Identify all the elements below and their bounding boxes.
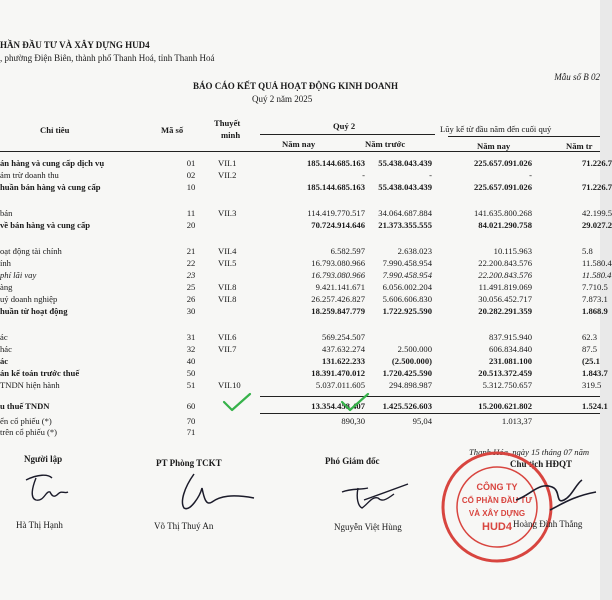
col-header-last-year: Năm trước [365,139,406,149]
row-ytd-this-year: 10.115.963 [493,246,532,256]
row-ytd-last-year: 62.3 [582,332,598,342]
row-label: hác [0,344,12,354]
row-last-year: 2.638.023 [397,246,432,256]
row-code: 10 [186,182,196,192]
row-this-year: 6.582.597 [330,246,365,256]
seal-text-3: VÀ XÂY DỰNG [468,509,526,518]
col-header-ytd-this-year: Năm nay [477,141,511,151]
row-this-year: 16.793.080.966 [311,258,365,268]
row-code: 71 [186,427,196,437]
row-code: 21 [186,246,196,256]
finance-name: Võ Thị Thuý An [154,521,214,531]
report-period: Quý 2 năm 2025 [252,94,313,104]
row-last-year: 34.064.687.884 [378,208,432,218]
green-check-icon [222,392,252,414]
table-row [0,170,600,181]
row-label: phí lãi vay [0,270,37,280]
table-row [0,427,600,438]
table-row [0,258,612,269]
rule-below-total [260,413,600,414]
preparer-signature-icon [18,470,76,510]
row-code: 20 [186,220,196,230]
table-row [0,220,612,231]
row-ytd-this-year: 22.200.843.576 [478,270,532,280]
row-note: VII.7 [218,344,237,354]
row-this-year: 16.793.080.966 [311,270,365,280]
seal-text-1: CÔNG TY [476,482,518,492]
row-ytd-this-year: 84.021.290.758 [478,220,532,230]
deputy-name: Nguyễn Việt Hùng [334,522,402,532]
row-code: 22 [186,258,196,268]
row-ytd-last-year: 1.868.9 [582,306,608,316]
col-header-this-year: Năm nay [282,139,316,149]
row-code: 01 [186,158,196,168]
header-rule-ytd [448,136,600,137]
row-code: 50 [186,368,196,378]
row-ytd-last-year: 42.199.5 [582,208,612,218]
row-last-year: 55.438.043.439 [378,158,432,168]
row-code: 40 [186,356,196,366]
table-row [0,368,608,379]
row-this-year: 890,30 [341,416,365,426]
row-this-year: 114.419.770.517 [307,208,365,218]
row-note: VII.2 [218,170,237,180]
row-code: 30 [186,306,196,316]
row-label: u thuế TNDN [0,401,50,411]
row-note: VII.4 [218,246,237,256]
table-row [0,208,612,219]
row-last-year: 55.438.043.439 [378,182,432,192]
row-ytd-this-year: 20.282.291.359 [478,306,532,316]
col-header-note-2: minh [221,130,241,140]
row-last-year: 7.990.458.954 [382,270,432,280]
row-this-year: 437.632.274 [322,344,365,354]
row-code: 25 [186,282,196,292]
finance-role: PT Phòng TCKT [156,458,222,468]
table-row [0,416,600,427]
row-this-year: 13.354.458.407 [311,401,365,411]
row-label: huần bán hàng và cung cấp [0,182,101,192]
table-row [0,356,600,367]
table-row [0,182,612,193]
row-label: trên cổ phiếu (*) [0,427,58,437]
row-note: VII.1 [218,158,237,168]
row-label: án hàng và cung cấp dịch vụ [0,158,105,168]
row-code: 60 [186,401,196,411]
row-code: 02 [186,170,196,180]
row-ytd-this-year: 141.635.800.268 [473,208,532,218]
seal-text-4: HUD4 [482,521,512,533]
row-ytd-this-year: 837.915.940 [489,332,532,342]
header-bottom-rule [0,151,600,152]
row-ytd-last-year: 71.226.7 [582,182,612,192]
row-last-year: 5.606.606.830 [382,294,432,304]
col-header-ytd: Lũy kế từ đầu năm đến cuối quý [440,124,552,134]
row-ytd-this-year: 30.056.452.717 [478,294,532,304]
row-last-year: 1.722.925.590 [382,306,432,316]
preparer-name: Hà Thị Hạnh [16,520,63,530]
row-this-year: 70.724.914.646 [311,220,365,230]
row-this-year: 185.144.685.163 [306,182,365,192]
row-ytd-last-year: 1.524.1 [582,401,608,411]
table-row [0,306,608,317]
col-header-quarter: Quý 2 [333,121,356,131]
chair-signature-icon [510,470,600,520]
row-label: ác [0,332,8,342]
deputy-signature-icon [338,476,410,516]
row-label: àng [0,282,13,292]
green-check-icon [340,392,370,414]
row-code: 70 [186,416,196,426]
table-row [0,332,600,343]
row-code: 32 [186,344,196,354]
row-ytd-last-year: 7.873.1 [582,294,608,304]
row-ytd-this-year: 606.834.840 [489,344,532,354]
row-label: bán [0,208,13,218]
row-ytd-this-year: 5.312.750.657 [482,380,532,390]
row-note: VII.8 [218,294,237,304]
row-label: ính [0,258,11,268]
row-last-year: 294.898.987 [389,380,432,390]
row-label: oạt động tài chính [0,246,62,256]
table-row [0,158,612,169]
row-code: 26 [186,294,196,304]
row-label: ác [0,356,9,366]
row-ytd-last-year: 7.710.5 [582,282,608,292]
chair-role: Chủ tịch HĐQT [510,459,573,469]
row-ytd-this-year: 225.657.091.026 [473,158,532,168]
row-code: 11 [186,208,196,218]
finance-signature-icon [170,468,260,518]
table-row [0,380,600,391]
table-row [0,246,600,257]
row-ytd-this-year: 20.513.372.459 [478,368,532,378]
row-code: 23 [186,270,196,280]
table-row [0,294,608,305]
company-name: HẦN ĐẦU TƯ VÀ XÂY DỰNG HUD4 [0,40,150,50]
row-ytd-last-year: 87.5 [582,344,598,354]
row-label: uý doanh nghiệp [0,294,58,304]
col-header-code: Mã số [161,125,184,135]
table-row [0,282,608,293]
row-this-year: 9.421.141.671 [315,282,365,292]
row-label: ảm trừ doanh thu [0,170,59,180]
row-note: VII.6 [218,332,237,342]
row-code: 31 [186,332,196,342]
row-ytd-this-year: 11.491.819.069 [478,282,532,292]
row-note: VII.8 [218,282,237,292]
row-label: huần từ hoạt động [0,306,68,316]
row-last-year: 95,04 [412,416,432,426]
row-ytd-last-year: 1.843.7 [582,368,608,378]
row-this-year: 5.037.011.605 [315,380,365,390]
row-this-year: 18.391.470.012 [311,368,365,378]
row-this-year: 18.259.847.779 [311,306,365,316]
row-label: án kế toán trước thuế [0,368,80,378]
row-last-year: 6.056.002.204 [382,282,432,292]
company-address: , phường Điện Biên, thành phố Thanh Hoá, tỉnh Thanh Hoá [0,53,215,63]
row-last-year: (2.500.000) [391,356,432,366]
row-last-year: 1.425.526.603 [382,401,432,411]
row-note: VII.5 [218,258,237,268]
row-ytd-this-year: 22.200.843.576 [478,258,532,268]
form-number: Mẫu số B 02 [554,72,600,82]
row-last-year: 7.990.458.954 [382,258,432,268]
report-title: BÁO CÁO KẾT QUẢ HOẠT ĐỘNG KINH DOANH [193,81,398,91]
row-ytd-this-year: 225.657.091.026 [473,182,532,192]
row-ytd-last-year: 29.027.2 [582,220,612,230]
table-row [0,401,608,412]
row-this-year: 569.254.507 [322,332,365,342]
row-ytd-last-year: (25.1 [582,356,600,366]
row-ytd-this-year: 15.200.621.802 [478,401,532,411]
chair-name: Hoàng Đình Thắng [513,519,583,529]
deputy-role: Phó Giám đốc [325,456,380,466]
row-ytd-this-year: 1.013,37 [501,416,532,426]
row-label: về bán hàng và cung cấp [0,220,91,230]
rule-above-total [260,396,600,397]
row-code: 51 [186,380,196,390]
row-label: ển cổ phiếu (*) [0,416,52,426]
row-this-year: - [362,170,365,180]
sign-date: Thanh Hóa, ngày 15 tháng 07 năm [469,447,590,457]
row-last-year: 2.500.000 [397,344,432,354]
col-header-indicator: Chỉ tiêu [40,125,70,135]
table-row [0,270,612,281]
row-ytd-last-year: 71.226.7 [582,158,612,168]
row-ytd-this-year: 231.081.100 [489,356,532,366]
col-header-ytd-last-year: Năm tr [566,141,593,151]
header-rule-quarter [260,134,435,135]
row-ytd-this-year: - [529,170,532,180]
col-header-note-1: Thuyết [214,118,241,128]
table-row [0,344,600,355]
row-note: VII.10 [218,380,241,390]
row-last-year: - [429,170,432,180]
row-this-year: 131.622.233 [322,356,365,366]
row-last-year: 21.373.355.555 [378,220,432,230]
row-this-year: 26.257.426.827 [311,294,365,304]
row-ytd-last-year: 5.8 [582,246,593,256]
preparer-role: Người lập [24,454,63,464]
row-label: TNDN hiện hành [0,380,60,390]
row-ytd-last-year: 11.580.4 [582,258,612,268]
row-last-year: 1.720.425.590 [382,368,432,378]
row-note: VII.3 [218,208,237,218]
row-this-year: 185.144.685.163 [306,158,365,168]
row-ytd-last-year: 11.580.4 [582,270,612,280]
row-ytd-last-year: 319.5 [582,380,602,390]
seal-text-2: CỔ PHẦN ĐẦU TƯ [461,496,533,505]
